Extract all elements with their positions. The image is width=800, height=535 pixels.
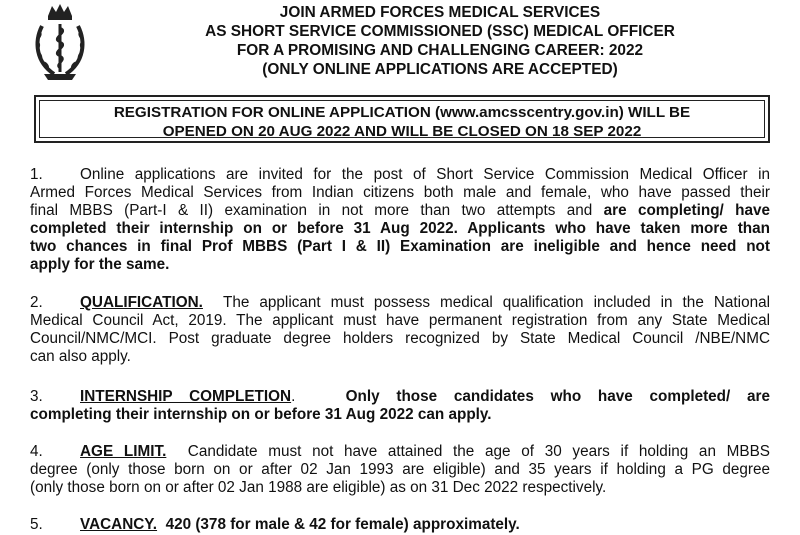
afms-emblem-icon — [30, 2, 90, 82]
paragraph-5 — [30, 516, 770, 534]
paragraph-number: 5. — [30, 516, 43, 533]
paragraph-bold-text: are completing/ have — [603, 202, 771, 219]
paragraph-number: 1. — [30, 166, 43, 183]
paragraph-text: final MBBS (Part-I & II) examination in not more than two attempts and — [30, 202, 604, 219]
paragraph-2 — [30, 294, 770, 366]
registration-line-1: REGISTRATION FOR ONLINE APPLICATION (www.amcsscentry.gov.in) WILL BE — [113, 104, 691, 121]
paragraph-text: Candidate must not have attained the age of 30 years if holding an MBBS — [187, 443, 771, 460]
paragraph-text: Medical Council Act, 2019. The applicant must have permanent registration from any State Medical — [30, 312, 770, 329]
paragraph-text: degree (only those born on or after 02 Jan 1993 are eligible) and 35 years if holding a PG degree — [30, 461, 770, 478]
paragraph-text: can also apply. — [30, 348, 131, 365]
paragraph-bold-text: Only those candidates who have completed/ are — [345, 388, 770, 405]
section-heading: AGE LIMIT. — [80, 443, 167, 460]
paragraph-number: 4. — [30, 443, 43, 460]
paragraph-bold-text: 420 (378 for male & 42 for female) approximately. — [165, 516, 520, 533]
registration-line-2: OPENED ON 20 AUG 2022 AND WILL BE CLOSED ON 18 SEP 2022 — [162, 123, 642, 140]
section-heading: QUALIFICATION. — [80, 294, 203, 311]
header-line-2: AS SHORT SERVICE COMMISSIONED (SSC) MEDICAL OFFICER — [205, 23, 675, 40]
paragraph-bold-text: completed their internship on or before 31 Aug 2022. Applicants who have taken more than — [30, 220, 770, 237]
paragraph-text: Armed Forces Medical Services from Indian citizens both male and female, who have passed their — [30, 184, 770, 201]
paragraph-bold-text: completing their internship on or before 31 Aug 2022 can apply. — [30, 406, 492, 423]
paragraph-text: Online applications are invited for the post of Short Service Commission Medical Officer in — [80, 166, 770, 183]
header-line-4: (ONLY ONLINE APPLICATIONS ARE ACCEPTED) — [262, 61, 618, 78]
page-header — [110, 3, 770, 79]
section-heading: INTERNSHIP COMPLETION — [80, 388, 292, 405]
paragraph-3: 3. INTERNSHIP COMPLETION. Only those candidates who have completed/ are completing their internship on or before 31 Aug 2022 can apply. — [30, 388, 770, 423]
paragraph-text: Council/NMC/MCI. Post graduate degree holders recognized by State Medical Council /NBE/NMC — [30, 330, 770, 347]
paragraph-number: 3. — [30, 388, 43, 405]
header-line-3: FOR A PROMISING AND CHALLENGING CAREER: 2022 — [236, 42, 644, 59]
header-line-1: JOIN ARMED FORCES MEDICAL SERVICES — [279, 4, 601, 21]
paragraph-bold-text: two chances in final Prof MBBS (Part I & II) Examination are ineligible and hence need not — [30, 238, 770, 255]
section-heading: VACANCY. — [80, 516, 158, 533]
paragraph-1 — [30, 166, 770, 274]
registration-notice-box — [34, 95, 770, 143]
paragraph-4 — [30, 443, 770, 497]
paragraph-number: 2. — [30, 294, 43, 311]
paragraph-bold-text: apply for the same. — [30, 256, 170, 273]
paragraph-text: The applicant must possess medical qualification included in the National — [223, 294, 770, 311]
paragraph-text: (only those born on or after 02 Jan 1988 are eligible) as on 31 Dec 2022 respectively. — [30, 479, 607, 496]
